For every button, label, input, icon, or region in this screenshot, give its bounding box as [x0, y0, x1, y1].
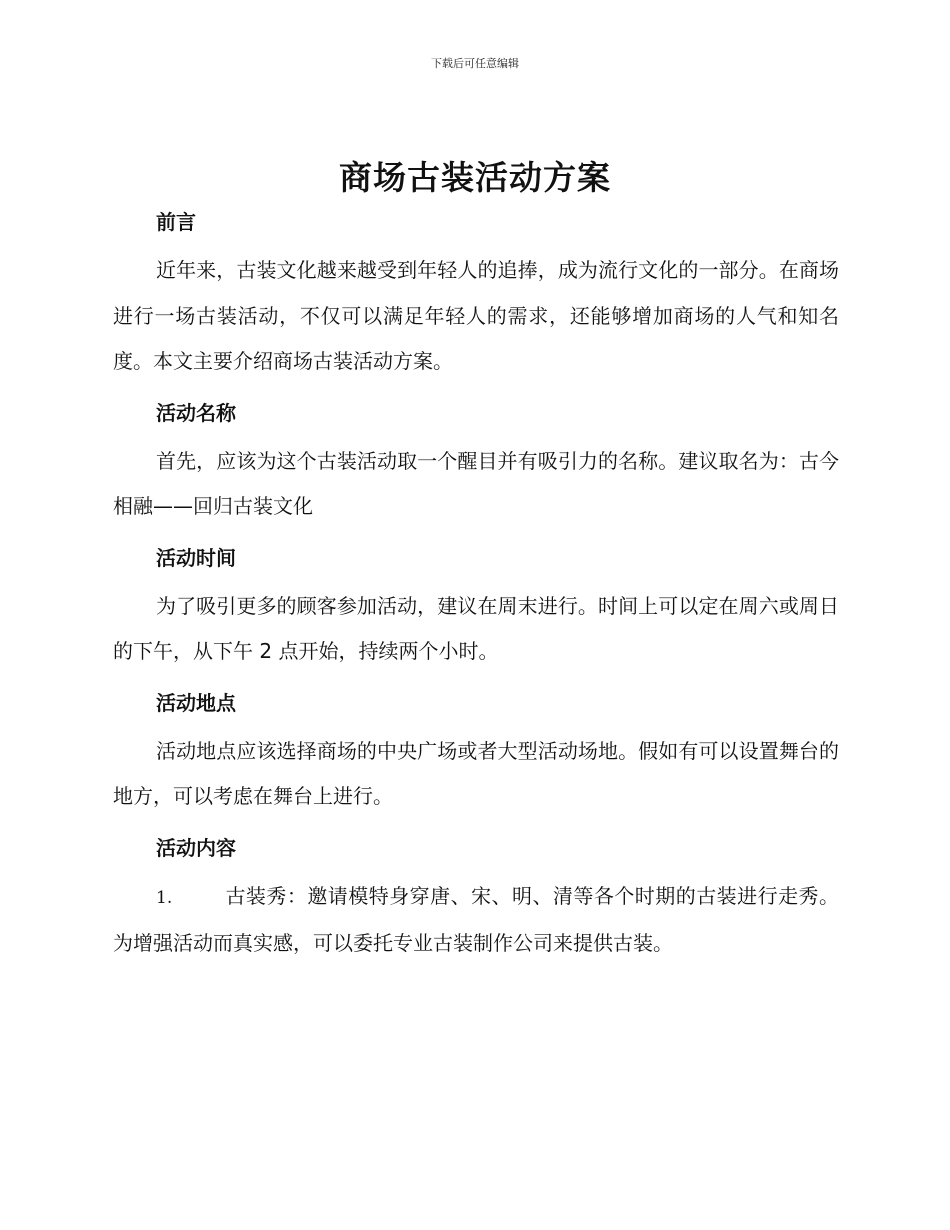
section-body-activity-time: 为了吸引更多的顾客参加活动，建议在周末进行。时间上可以定在周六或周日的下午，从下午 2 点开始，持续两个小时。 [113, 593, 839, 663]
section-body-activity-location: 活动地点应该选择商场的中央广场或者大型活动场地。假如有可以设置舞台的地方，可以考虑在舞台上进行。 [113, 738, 839, 808]
header-note: 下载后可任意编辑 [431, 57, 519, 70]
list-item-text: 古装秀：邀请模特身穿唐、宋、明、清等各个时期的古装进行走秀。为增强活动而真实感，可以委托专业古装制作公司来提供古装。 [113, 883, 839, 955]
section-heading-activity-location: 活动地点 [156, 690, 236, 715]
section-heading-activity-time: 活动时间 [156, 545, 236, 570]
document-body [113, 203, 839, 967]
section-heading-preface: 前言 [156, 210, 196, 234]
section-body-preface: 近年来，古装文化越来越受到年轻人的追捧，成为流行文化的一部分。在商场进行一场古装活动，不仅可以满足年轻人的需求，还能够增加商场的人气和知名度。本文主要介绍商场古装活动方案。 [113, 258, 839, 373]
section-body-activity-name: 首先，应该为这个古装活动取一个醒目并有吸引力的名称。建议取名为：古今相融——回归古装文化 [113, 448, 839, 518]
document-title: 商场古装活动方案 [339, 158, 611, 197]
section-heading-activity-content: 活动内容 [156, 835, 236, 860]
list-item [113, 874, 839, 967]
section-heading-activity-name: 活动名称 [156, 400, 236, 425]
list-item-number: 1. [156, 887, 173, 908]
